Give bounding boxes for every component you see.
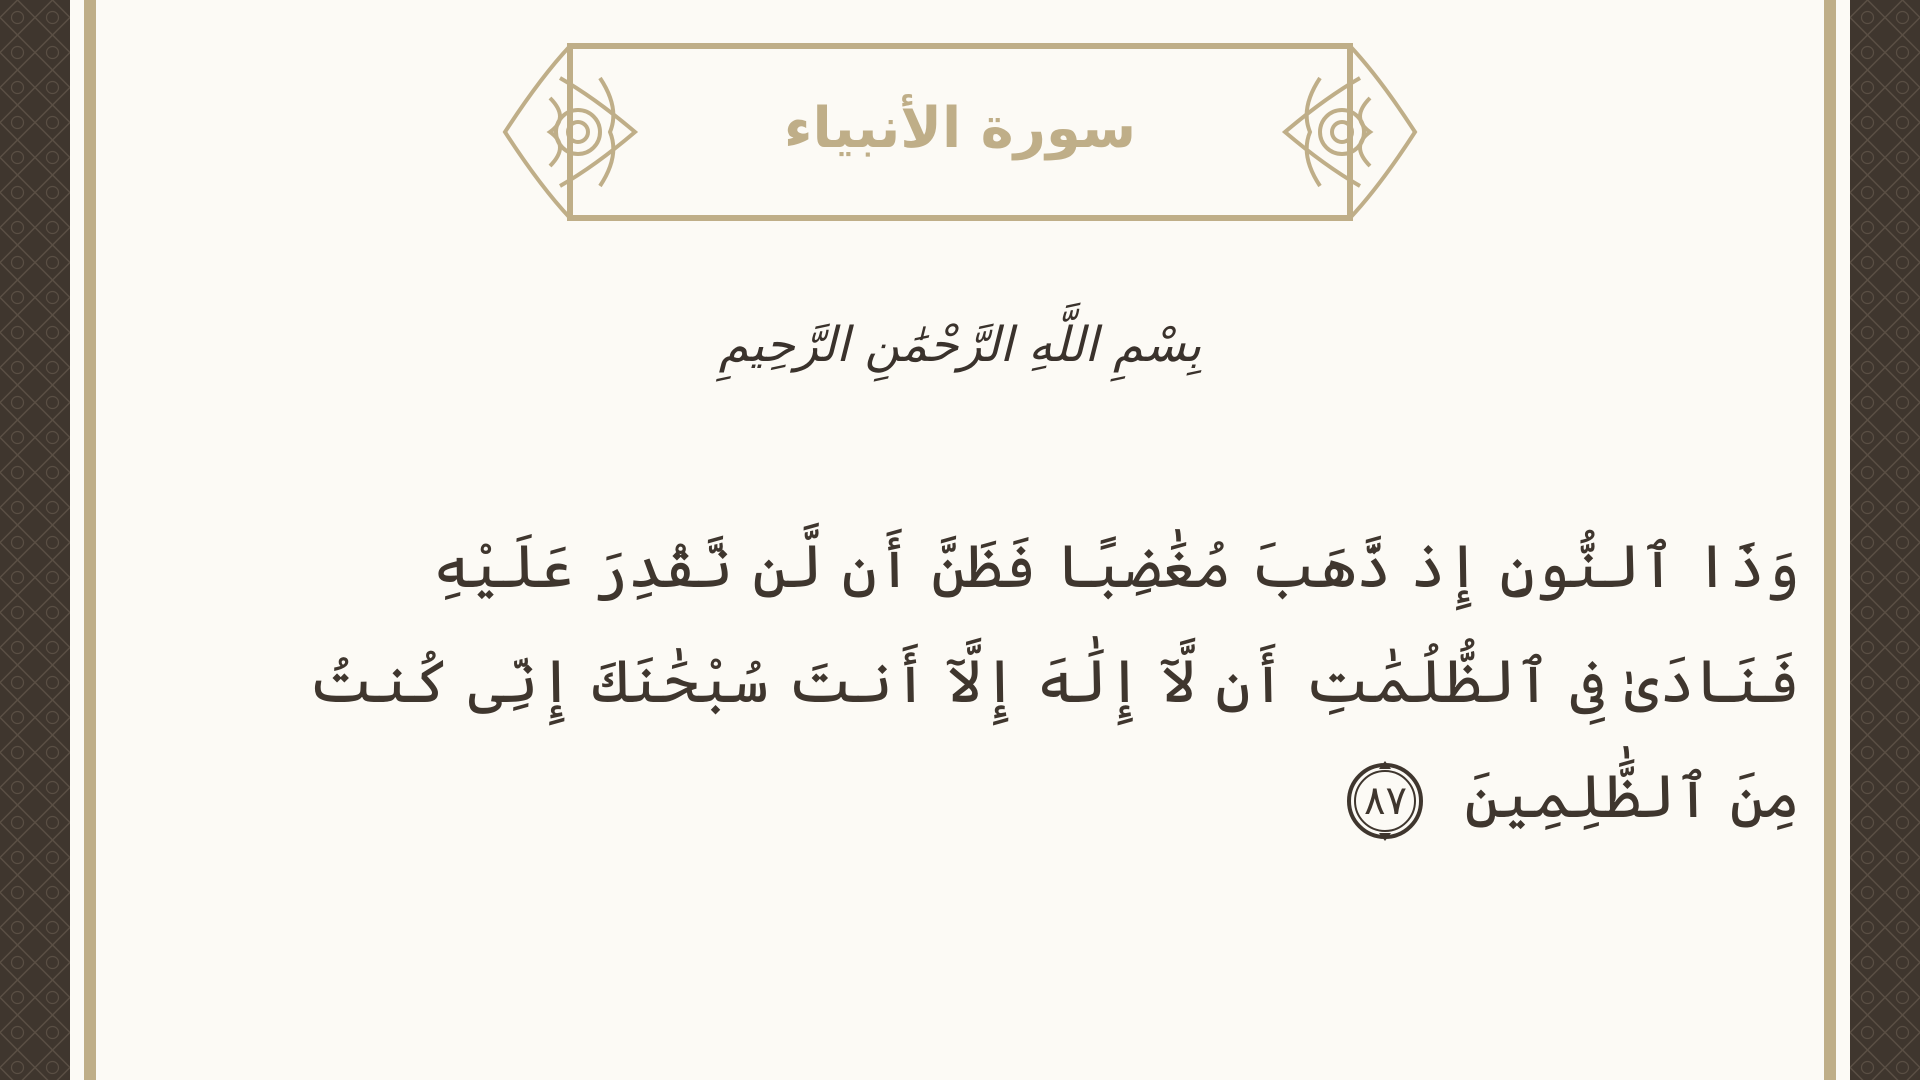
surah-title-banner — [500, 38, 1420, 228]
verse-text: وَذَا ٱلنُّونِ إِذ ذَّهَبَ مُغَٰضِبًا فَظَنَّ أَن لَّن نَّقْدِرَ عَلَيْهِ فَنَادَىٰ فِى ٱلظُّلُمَٰتِ أَن لَّآ إِلَٰهَ إِلَّآ أَنتَ سُبْحَٰنَكَ إِنِّى كُنتُ مِنَ ٱلظَّٰلِمِينَ — [308, 532, 1800, 832]
left-ornamental-border — [0, 0, 70, 1080]
right-gold-rule — [1824, 0, 1836, 1080]
basmala-calligraphy: بِسْمِ اللَّهِ الرَّحْمَٰنِ الرَّحِيمِ — [718, 317, 1202, 373]
surah-title: سورة الأنبياء — [783, 96, 1137, 161]
left-gold-rule — [84, 0, 96, 1080]
ayah-number: ٨٧ — [1363, 778, 1407, 825]
left-gap-rule — [70, 0, 74, 1080]
ayah-end-rosette-icon — [1343, 759, 1427, 843]
right-gap-rule — [1846, 0, 1850, 1080]
right-ornamental-border — [1850, 0, 1920, 1080]
verse-block — [300, 510, 1800, 855]
